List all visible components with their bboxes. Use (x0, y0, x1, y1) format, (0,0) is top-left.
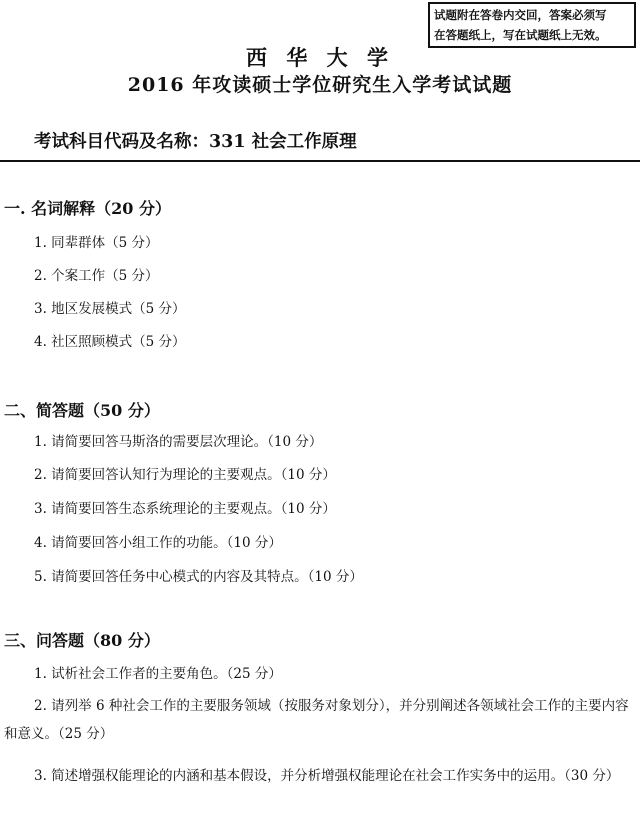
notice-line-2: 在答题纸上，写在试题纸上无效。 (434, 28, 607, 42)
section-1-heading: 一. 名词解释（20 分） (4, 199, 171, 218)
section-1-item-3: 3. 地区发展模式（5 分） (34, 301, 186, 317)
notice-line-1: 试题附在答卷内交回，答案必须写 (434, 8, 607, 22)
section-2-item-3: 3. 请简要回答生态系统理论的主要观点。（10 分） (34, 501, 336, 517)
section-1-item-4: 4. 社区照顾模式（5 分） (34, 334, 186, 350)
section-3-heading: 三、问答题（80 分） (4, 631, 160, 650)
section-2-heading: 二、简答题（50 分） (4, 401, 160, 420)
section-2-item-4: 4. 请简要回答小组工作的功能。（10 分） (34, 535, 282, 551)
header-divider (0, 160, 640, 162)
section-2-item-1: 1. 请简要回答马斯洛的需要层次理论。（10 分） (34, 434, 323, 450)
section-3-item-2: 2. 请列举 6 种社会工作的主要服务领域（按服务对象划分），并分别阐述各领域社会工作的主要内容和意义。（25 分） (4, 698, 629, 742)
exam-title: 2016 年攻读硕士学位研究生入学考试试题 (127, 74, 513, 96)
section-1-item-2: 2. 个案工作（5 分） (34, 268, 159, 284)
subject-code-and-name: 考试科目代码及名称：331 社会工作原理 (34, 132, 357, 152)
section-1-item-1: 1. 同辈群体（5 分） (34, 235, 159, 251)
section-3-item-3: 3. 简述增强权能理论的内涵和基本假设，并分析增强权能理论在社会工作实务中的运用。（30 分） (34, 768, 620, 784)
school-name: 西 华 大 学 (246, 45, 394, 70)
section-2-item-5: 5. 请简要回答任务中心模式的内容及其特点。（10 分） (34, 569, 363, 585)
section-2-item-2: 2. 请简要回答认知行为理论的主要观点。（10 分） (34, 467, 336, 483)
section-3-item-1: 1. 试析社会工作者的主要角色。（25 分） (34, 666, 282, 682)
